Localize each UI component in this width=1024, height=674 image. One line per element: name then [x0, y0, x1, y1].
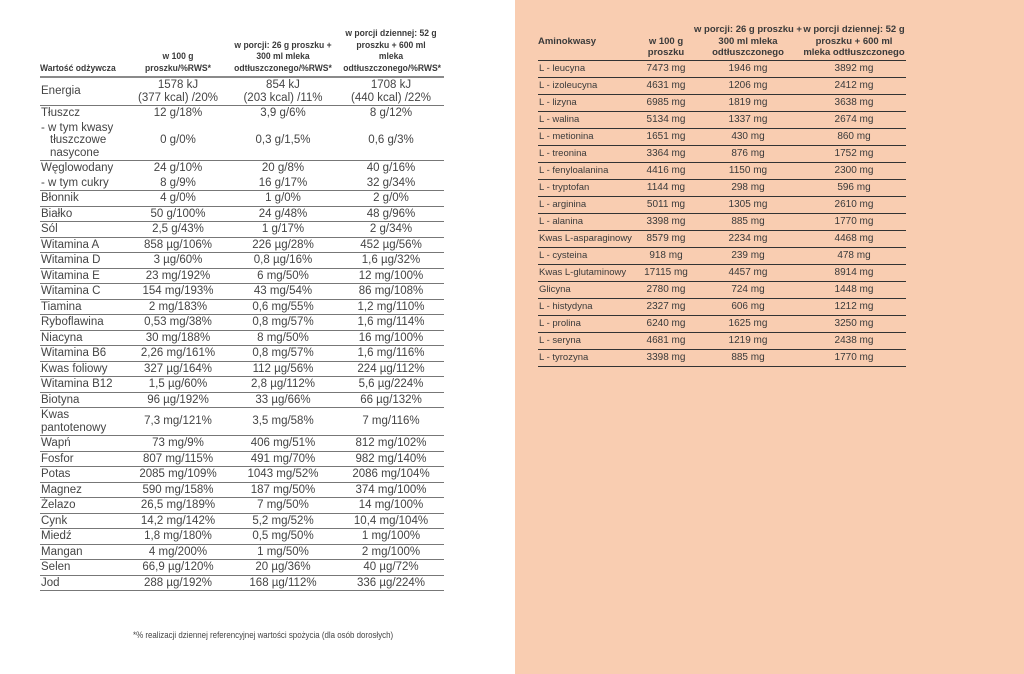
- value-per-day: 8 g/12%: [369, 107, 413, 119]
- table-row: [538, 77, 906, 94]
- value-per-day: 812 mg/102%: [355, 437, 427, 449]
- amino-name: L - fenyloalanina: [539, 164, 609, 176]
- amino-name: L - tyrozyna: [539, 351, 589, 363]
- value-per-serving: 1305 mg: [728, 198, 768, 210]
- table-row: [538, 162, 906, 179]
- value-per-serving: 1946 mg: [728, 62, 768, 74]
- value-per-100g: 0 g/0%: [160, 134, 196, 146]
- value-per-100g: 2327 mg: [646, 300, 686, 312]
- value-per-day: 1752 mg: [834, 147, 874, 159]
- nutrient-name: Witamina A: [41, 238, 100, 251]
- value-per-100g: 26,5 mg/189%: [140, 499, 216, 511]
- header-per-serving: w porcji: 26 g proszku + 300 ml mleka odtłuszczonego: [694, 24, 802, 58]
- value-per-day: 66 µg/132%: [360, 393, 422, 406]
- amino-name: L - cysteina: [539, 249, 588, 261]
- value-per-day: 1 mg/100%: [361, 530, 421, 542]
- table-row: [40, 315, 444, 331]
- nutrient-name: Cynk: [41, 514, 68, 527]
- nutrient-name: Białko: [41, 207, 73, 220]
- value-per-serving: 0,5 mg/50%: [252, 530, 314, 542]
- value-per-100g: 73 mg/9%: [152, 437, 204, 449]
- value-per-serving: 187 mg/50%: [250, 483, 316, 496]
- value-per-day: 86 mg/108%: [358, 285, 424, 297]
- value-per-day: 1,6 mg/114%: [357, 316, 425, 328]
- value-per-100g: 4631 mg: [646, 79, 686, 91]
- value-per-serving: 6 mg/50%: [257, 269, 309, 282]
- value-per-100g: 2 mg/183%: [148, 300, 208, 313]
- value-per-100g: 8579 mg: [646, 232, 686, 244]
- value-per-day: 2300 mg: [834, 164, 874, 176]
- value-per-100g: 858 µg/106%: [143, 238, 212, 251]
- value-per-100g: 918 mg: [649, 249, 683, 261]
- value-per-day: 1,6 µg/32%: [361, 254, 421, 266]
- value-per-100g: 3 µg/60%: [153, 254, 203, 266]
- value-per-100g: 3398 mg: [646, 351, 686, 363]
- nutrient-name: Biotyna: [41, 393, 80, 406]
- nutrient-name: Witamina D: [41, 254, 101, 266]
- value-per-serving: 885 mg: [731, 351, 765, 363]
- nutrient-name: Węglowodany: [41, 162, 114, 174]
- value-per-serving: 0,3 g/1,5%: [255, 134, 311, 146]
- value-per-day: 4468 mg: [834, 232, 874, 244]
- nutrient-name: Energia: [41, 85, 81, 98]
- header-per-day: w porcji dziennej: 52 g proszku + 600 ml mleka odtłuszczonego/%RWS*: [343, 28, 442, 74]
- energy-kcal: (440 kcal) /22%: [351, 91, 431, 104]
- value-per-100g: 12 g/18%: [153, 107, 203, 119]
- nutrient-name: Jod: [41, 576, 60, 589]
- nutrient-name: Potas: [41, 468, 71, 480]
- table-row: [40, 299, 444, 315]
- amino-name: L - prolina: [539, 317, 581, 329]
- nutrient-name: Witamina C: [41, 285, 101, 297]
- nutrient-name: Ryboflawina: [41, 316, 104, 328]
- value-per-serving: 3,9 g/6%: [260, 107, 306, 119]
- table-row: [40, 346, 444, 362]
- amino-acids-table: [538, 24, 906, 367]
- value-per-serving: 2,8 µg/112%: [251, 378, 315, 390]
- amino-name: L - treonina: [539, 147, 587, 159]
- nutrient-name: [40, 121, 128, 161]
- table-row: [40, 482, 444, 498]
- table-row: [40, 284, 444, 300]
- value-per-100g: 50 g/100%: [150, 207, 206, 220]
- value-per-day: 374 mg/100%: [355, 483, 427, 496]
- value-per-serving: 112 µg/56%: [252, 362, 314, 375]
- value-per-day: [338, 77, 444, 106]
- value-per-100g: 1144 mg: [646, 181, 686, 193]
- nutrient-name: Kwas pantotenowy: [41, 409, 107, 434]
- amino-name: L - walina: [539, 113, 580, 125]
- amino-name: L - leucyna: [539, 62, 586, 74]
- value-per-serving: 20 µg/36%: [255, 561, 311, 573]
- rws-footnote: *% realizacji dziennej referencyjnej wartości spożycia (dla osób dorosłych): [133, 630, 394, 640]
- value-per-day: 8914 mg: [834, 266, 874, 278]
- value-per-100g: 8 g/9%: [160, 176, 196, 189]
- value-per-serving: 430 mg: [731, 130, 765, 142]
- value-per-day: 2412 mg: [834, 79, 874, 91]
- value-per-day: 452 µg/56%: [360, 238, 422, 251]
- amino-name: L - izoleucyna: [539, 79, 598, 91]
- energy-kcal: (203 kcal) /11%: [243, 91, 323, 104]
- nutrient-name: - w tym cukry: [41, 176, 109, 189]
- value-per-day: 7 mg/116%: [362, 415, 420, 428]
- value-per-day: 0,6 g/3%: [368, 134, 414, 146]
- value-per-serving: 1337 mg: [728, 113, 768, 125]
- value-per-100g: 288 µg/192%: [143, 576, 212, 589]
- value-per-serving: 406 mg/51%: [250, 437, 316, 449]
- value-per-day: 1212 mg: [834, 300, 874, 312]
- value-per-day: 336 µg/224%: [356, 576, 425, 589]
- value-per-day: 982 mg/140%: [355, 452, 427, 465]
- value-per-day: 2610 mg: [834, 198, 874, 210]
- header-nutrient: Wartość odżywcza: [40, 62, 116, 74]
- table-row: [538, 179, 906, 196]
- value-per-100g: 96 µg/192%: [147, 393, 209, 406]
- value-per-serving: 20 g/8%: [261, 162, 305, 174]
- amino-name: L - histydyna: [539, 300, 593, 312]
- table-row: [40, 222, 444, 238]
- header-per-100g: w 100 g proszku: [647, 35, 685, 58]
- value-per-serving: 33 µg/66%: [255, 393, 311, 406]
- table-row: [538, 145, 906, 162]
- nutrient-name: Niacyna: [41, 331, 83, 344]
- table-row: [40, 268, 444, 284]
- nutrient-name: Witamina B6: [41, 347, 107, 359]
- value-per-serving: 168 µg/112%: [249, 576, 317, 589]
- amino-name: L - arginina: [539, 198, 587, 210]
- nutrient-name: Żelazo: [41, 499, 76, 511]
- value-per-100g: 2,26 mg/161%: [140, 347, 216, 359]
- value-per-serving: 1819 mg: [728, 96, 768, 108]
- value-per-serving: 0,8 µg/16%: [253, 254, 313, 266]
- value-per-day: 860 mg: [837, 130, 871, 142]
- value-per-serving: 1 mg/50%: [257, 545, 309, 558]
- table-row: [40, 77, 444, 106]
- value-per-100g: 17115 mg: [644, 266, 688, 278]
- value-per-serving: 3,5 mg/58%: [252, 415, 314, 428]
- value-per-day: 1,6 mg/116%: [357, 347, 425, 359]
- value-per-100g: 5011 mg: [646, 198, 686, 210]
- table-row: [40, 377, 444, 393]
- value-per-day: 16 mg/100%: [358, 331, 424, 344]
- value-per-day: 1770 mg: [834, 215, 874, 227]
- value-per-serving: 1043 mg/52%: [247, 468, 319, 480]
- header-amino: Aminokwasy: [538, 36, 597, 47]
- amino-name: Kwas L-glutaminowy: [539, 266, 627, 278]
- nutrient-name: Tłuszcz: [41, 107, 80, 119]
- table-row: [40, 575, 444, 591]
- value-per-serving: 7 mg/50%: [257, 499, 309, 511]
- value-per-100g: 4 mg/200%: [148, 545, 208, 558]
- nutrient-name: Fosfor: [41, 452, 74, 465]
- header-per-100g: w 100 g proszku/%RWS*: [145, 51, 211, 74]
- sat-fat-line-3: nasycone: [50, 146, 100, 159]
- value-per-100g: 7473 mg: [646, 62, 686, 74]
- amino-header-row: [538, 24, 906, 60]
- sat-fat-line-2: tłuszczowe: [50, 134, 107, 146]
- value-per-day: 48 g/96%: [366, 207, 416, 220]
- table-row: [538, 128, 906, 145]
- value-per-100g: 807 mg/115%: [142, 452, 214, 465]
- table-row: [538, 94, 906, 111]
- table-row: [538, 213, 906, 230]
- value-per-serving: 885 mg: [731, 215, 765, 227]
- value-per-100g: 2,5 g/43%: [152, 223, 204, 235]
- nutrition-header-row: [40, 28, 444, 77]
- table-row: [538, 332, 906, 349]
- value-per-100g: 24 g/10%: [153, 162, 203, 174]
- value-per-serving: 43 mg/54%: [253, 285, 313, 297]
- value-per-100g: 4 g/0%: [160, 192, 196, 204]
- amino-name: Glicyna: [539, 283, 571, 295]
- value-per-day: 40 µg/72%: [363, 561, 419, 573]
- value-per-serving: 226 µg/28%: [252, 238, 314, 251]
- value-per-100g: 4681 mg: [646, 334, 686, 346]
- table-row: [40, 253, 444, 269]
- table-row: [40, 451, 444, 467]
- value-per-100g: 7,3 mg/121%: [144, 415, 212, 428]
- amino-name: L - alanina: [539, 215, 584, 227]
- header-per-day: w porcji dziennej: 52 g proszku + 600 ml mleka odtłuszczonego: [803, 24, 905, 58]
- value-per-100g: 5134 mg: [646, 113, 686, 125]
- amino-name: L - tryptofan: [539, 181, 590, 193]
- value-per-100g: 23 mg/192%: [145, 269, 211, 282]
- value-per-100g: 1,5 µg/60%: [148, 378, 208, 390]
- table-row: [40, 513, 444, 529]
- nutrient-name: Magnez: [41, 483, 82, 496]
- table-row: [40, 176, 444, 191]
- value-per-serving: 491 mg/70%: [250, 452, 316, 465]
- sat-fat-line-1: - w tym kwasy: [41, 121, 114, 134]
- table-row: [40, 121, 444, 161]
- value-per-serving: 0,8 mg/57%: [252, 316, 314, 328]
- nutrient-name: Mangan: [41, 545, 83, 558]
- value-per-serving: 4457 mg: [728, 266, 768, 278]
- amino-name: L - seryna: [539, 334, 581, 346]
- value-per-100g: 66,9 µg/120%: [142, 561, 214, 573]
- value-per-serving: 0,6 mg/55%: [252, 300, 314, 313]
- value-per-day: 3638 mg: [834, 96, 874, 108]
- table-row: [40, 498, 444, 514]
- value-per-day: 2674 mg: [834, 113, 874, 125]
- value-per-day: 224 µg/112%: [357, 362, 425, 375]
- table-row: [40, 408, 444, 436]
- value-per-serving: 1150 mg: [728, 164, 768, 176]
- value-per-day: 596 mg: [837, 181, 871, 193]
- value-per-serving: 298 mg: [731, 181, 765, 193]
- value-per-100g: 1,8 mg/180%: [144, 530, 212, 542]
- table-row: [538, 111, 906, 128]
- table-row: [538, 247, 906, 264]
- value-per-day: 2 g/0%: [373, 192, 409, 204]
- energy-kj: 1578 kJ: [157, 79, 199, 91]
- nutrient-name: Kwas foliowy: [41, 362, 108, 375]
- value-per-day: 1,2 mg/110%: [357, 300, 425, 313]
- value-per-100g: 30 mg/188%: [145, 331, 211, 344]
- nutrient-name: Wapń: [41, 437, 71, 449]
- value-per-100g: 3398 mg: [646, 215, 686, 227]
- value-per-100g: 3364 mg: [646, 147, 686, 159]
- value-per-serving: [228, 77, 338, 106]
- value-per-day: 1770 mg: [834, 351, 874, 363]
- value-per-100g: 0,53 mg/38%: [144, 316, 212, 328]
- nutrient-name: Tiamina: [41, 300, 82, 313]
- amino-name: L - lizyna: [539, 96, 577, 108]
- table-row: [538, 281, 906, 298]
- table-row: [40, 436, 444, 452]
- value-per-100g: 14,2 mg/142%: [140, 514, 216, 527]
- value-per-100g: 6985 mg: [646, 96, 686, 108]
- value-per-serving: 8 mg/50%: [257, 331, 309, 344]
- value-per-day: 14 mg/100%: [358, 499, 424, 511]
- value-per-serving: 606 mg: [731, 300, 765, 312]
- value-per-serving: 24 g/48%: [258, 207, 308, 220]
- value-per-serving: 1 g/17%: [261, 223, 305, 235]
- table-row: [538, 315, 906, 332]
- energy-kcal: (377 kcal) /20%: [138, 91, 218, 104]
- table-row: [40, 392, 444, 408]
- value-per-day: 478 mg: [837, 249, 871, 261]
- value-per-serving: 724 mg: [731, 283, 765, 295]
- value-per-serving: 5,2 mg/52%: [252, 514, 314, 527]
- value-per-100g: 6240 mg: [646, 317, 686, 329]
- value-per-serving: 876 mg: [731, 147, 765, 159]
- table-row: [538, 230, 906, 247]
- value-per-day: 3250 mg: [834, 317, 874, 329]
- table-row: [40, 529, 444, 545]
- value-per-day: 2438 mg: [834, 334, 874, 346]
- amino-name: L - metionina: [539, 130, 594, 142]
- value-per-serving: 1206 mg: [728, 79, 768, 91]
- value-per-serving: 16 g/17%: [258, 176, 308, 189]
- value-per-100g: 590 mg/158%: [142, 483, 214, 496]
- nutrient-name: Sól: [41, 223, 58, 235]
- value-per-day: 32 g/34%: [366, 176, 416, 189]
- nutrient-name: Witamina B12: [41, 378, 113, 390]
- value-per-100g: [128, 77, 228, 106]
- table-row: [40, 467, 444, 483]
- nutrient-name: Witamina E: [41, 269, 100, 282]
- nutrient-name: Miedź: [41, 530, 72, 542]
- table-row: [538, 264, 906, 281]
- value-per-100g: 4416 mg: [646, 164, 686, 176]
- table-row: [40, 191, 444, 207]
- value-per-serving: 239 mg: [731, 249, 765, 261]
- value-per-serving: 0,8 mg/57%: [252, 347, 314, 359]
- table-row: [40, 330, 444, 346]
- energy-kj: 1708 kJ: [370, 79, 412, 91]
- table-row: [40, 544, 444, 560]
- value-per-100g: 2780 mg: [646, 283, 686, 295]
- value-per-100g: 154 mg/193%: [142, 285, 214, 297]
- value-per-100g: 2085 mg/109%: [139, 468, 217, 480]
- header-per-serving: w porcji: 26 g proszku + 300 ml mleka odtłuszczonego/%RWS*: [234, 39, 332, 74]
- value-per-day: 1448 mg: [834, 283, 874, 295]
- value-per-day: 2 mg/100%: [361, 545, 421, 558]
- nutrient-name: Selen: [41, 561, 71, 573]
- energy-kj: 854 kJ: [266, 79, 300, 91]
- value-per-serving: 1625 mg: [728, 317, 768, 329]
- value-per-day: 2 g/34%: [369, 223, 413, 235]
- value-per-day: 2086 mg/104%: [352, 468, 430, 480]
- table-row: [40, 237, 444, 253]
- table-row: [40, 361, 444, 377]
- amino-name: Kwas L-asparaginowy: [539, 232, 632, 244]
- table-row: [538, 60, 906, 77]
- value-per-serving: 1 g/0%: [265, 192, 301, 204]
- nutrition-table: [40, 28, 444, 591]
- table-row: [40, 206, 444, 222]
- value-per-day: 40 g/16%: [366, 162, 416, 174]
- value-per-100g: 1651 mg: [646, 130, 686, 142]
- value-per-serving: 2234 mg: [728, 232, 768, 244]
- value-per-100g: 327 µg/164%: [143, 362, 212, 375]
- table-row: [538, 349, 906, 366]
- nutrient-name: Błonnik: [41, 192, 79, 204]
- value-per-day: 5,6 µg/224%: [358, 378, 424, 390]
- value-per-day: 12 mg/100%: [358, 269, 424, 282]
- table-row: [538, 196, 906, 213]
- table-row: [538, 298, 906, 315]
- value-per-day: 10,4 mg/104%: [353, 514, 429, 527]
- table-row: [40, 106, 444, 121]
- value-per-day: 3892 mg: [834, 62, 874, 74]
- value-per-serving: 1219 mg: [728, 334, 768, 346]
- table-row: [40, 161, 444, 176]
- table-row: [40, 560, 444, 576]
